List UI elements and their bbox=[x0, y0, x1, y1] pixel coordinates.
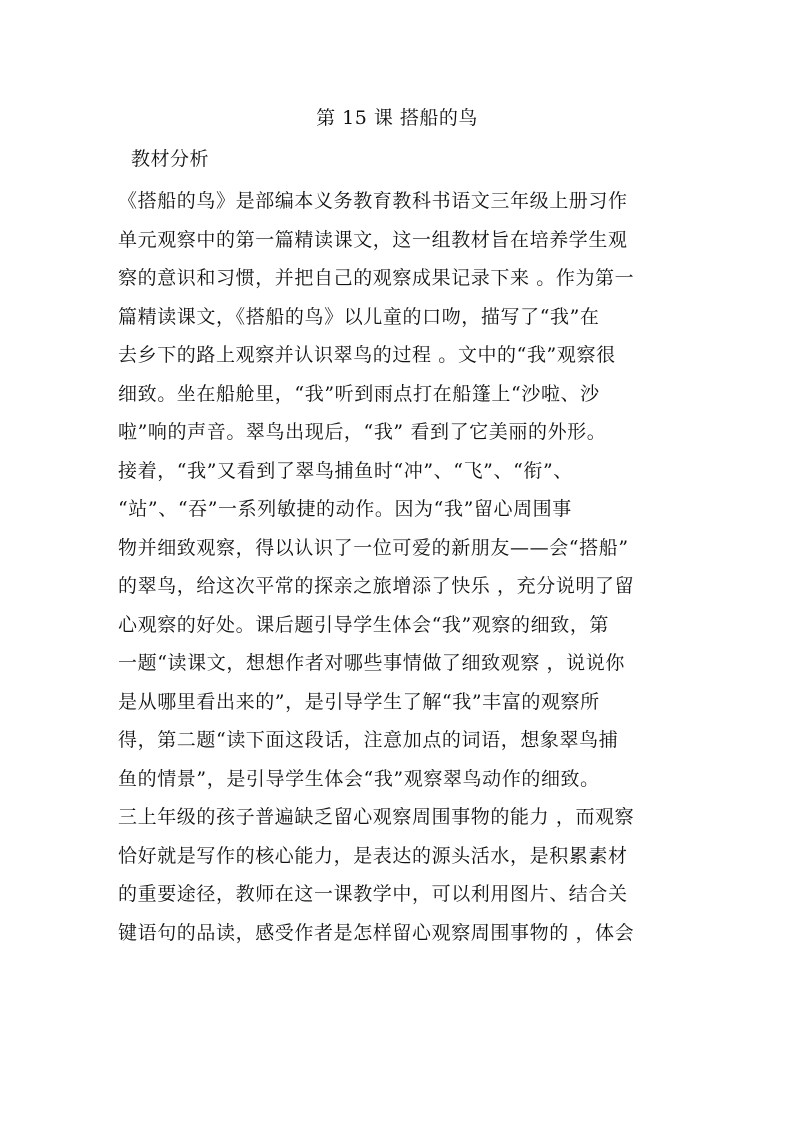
text-line: 心观察的好处。课后题引导学生体会“我”观察的细致，第 bbox=[118, 613, 610, 636]
body-paragraph bbox=[118, 182, 698, 952]
text-line: 是从哪里看出来的”，是引导学生了解“我”丰富的观察所 bbox=[118, 690, 600, 713]
text-line: 单元观察中的第一篇精读课文，这一组教材旨在培养学生观 bbox=[118, 228, 628, 251]
text-line: 恰好就是写作的核心能力，是表达的源头活水，是积累素材 bbox=[118, 844, 628, 867]
section-heading: 教材分析 bbox=[131, 148, 210, 170]
text-line: 《搭船的鸟》是部编本义务教育教科书语文三年级上册习作 bbox=[118, 190, 628, 212]
text-line: 的重要途径，教师在这一课教学中，可以利用图片、结合关 bbox=[118, 883, 628, 905]
text-line: 察的意识和习惯，并把自己的观察成果记录下来 。作为第一 bbox=[118, 267, 635, 289]
text-line: 鱼的情景”，是引导学生体会“我”观察翠鸟动作的细致。 bbox=[118, 767, 600, 790]
text-line: 篇精读课文，《搭船的鸟》以儿童的口吻，描写了“我”在 bbox=[118, 305, 600, 328]
text-line: 去乡下的路上观察并认识翠鸟的过程 。文中的“我”观察很 bbox=[118, 344, 616, 366]
text-line: 的翠鸟，给这次平常的探亲之旅增添了快乐 ，充分说明了留 bbox=[118, 575, 635, 597]
text-line: 接着，“我”又看到了翠鸟捕鱼时“冲”、“飞”、“衔”、 bbox=[118, 459, 573, 482]
text-line: 啦”响的声音。翠鸟出现后，“我” 看到了它美丽的外形。 bbox=[118, 421, 607, 443]
page-title: 第 15 课 搭船的鸟 bbox=[316, 107, 478, 129]
text-line: 键语句的品读，感受作者是怎样留心观察周围事物的 ，体会 bbox=[118, 921, 635, 944]
text-line: “站”、“吞”一系列敏捷的动作。因为“我”留心周围事 bbox=[118, 498, 572, 520]
text-line: 得，第二题“读下面这段话，注意加点的词语，想象翠鸟捕 bbox=[118, 729, 619, 751]
text-line: 三上年级的孩子普遍缺乏留心观察周围事物的能力 ，而观察 bbox=[118, 806, 635, 828]
text-line: 物并细致观察，得以认识了一位可爱的新朋友——会“搭船” bbox=[118, 536, 629, 559]
text-line: 细致。坐在船舱里，“我”听到雨点打在船篷上“沙啦、沙 bbox=[118, 382, 600, 405]
text-line: 一题“读课文，想想作者对哪些事情做了细致观察 ，说说你 bbox=[118, 652, 625, 674]
